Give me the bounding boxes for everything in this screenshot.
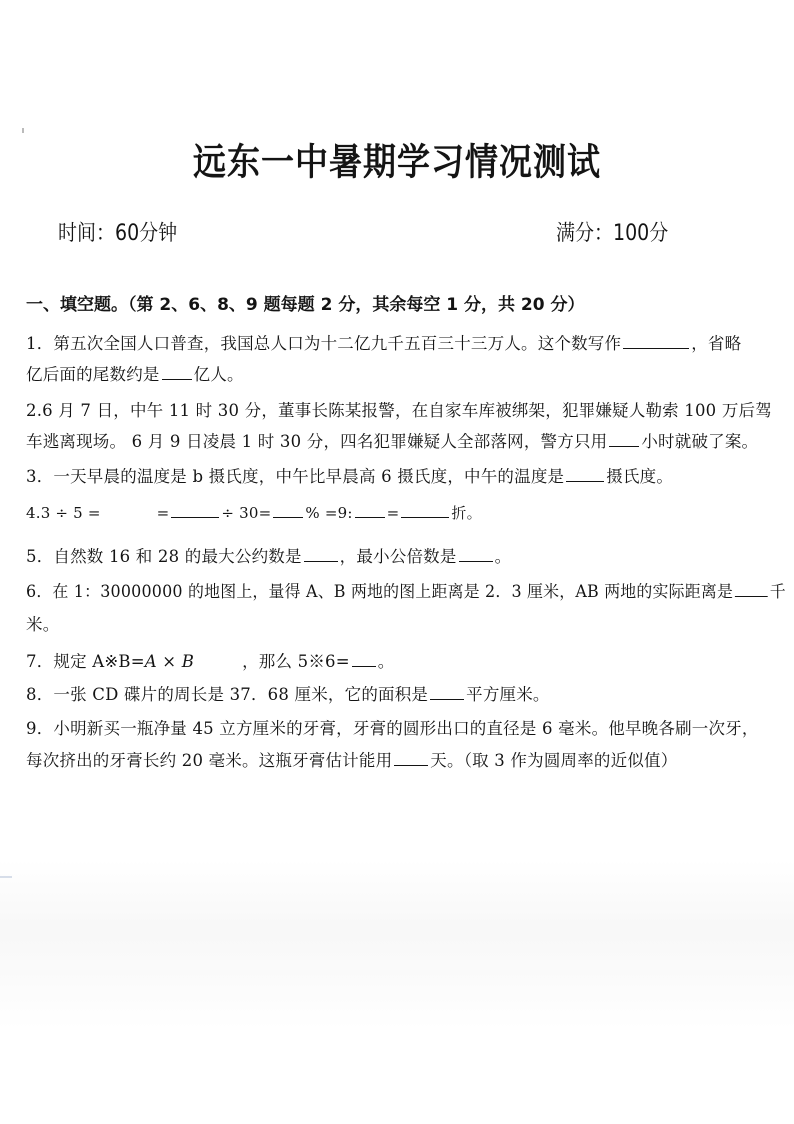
question-text: 5．自然数 16 和 28 的最大公约数是 — [26, 547, 302, 566]
scan-shading — [0, 860, 794, 1030]
question-text: ，最小公倍数是 — [339, 547, 457, 566]
question-text: 8．一张 CD 碟片的周长是 37．68 厘米，它的面积是 — [26, 685, 429, 704]
question-text: ，省略 — [691, 334, 742, 353]
question-1-line-2 — [26, 361, 244, 385]
answer-blank[interactable] — [623, 334, 689, 349]
question-6-line-2 — [26, 611, 59, 635]
page-title: 远东一中暑期学习情况测试 — [193, 139, 601, 184]
answer-blank[interactable] — [304, 547, 338, 562]
question-3 — [26, 463, 673, 487]
answer-blank[interactable] — [566, 467, 604, 482]
question-text: = — [386, 504, 400, 522]
question-text: 1．第五次全国人口普查，我国总人口为十二亿九千五百三十三万人。这个数写作 — [26, 334, 622, 353]
question-text: 3．一天早晨的温度是 b 摄氏度，中午比早晨高 6 摄氏度，中午的温度是 — [26, 467, 565, 486]
question-text: 亿后面的尾数约是 — [26, 365, 160, 384]
question-text: ÷ 30= — [221, 504, 272, 522]
question-1-line-1 — [26, 330, 741, 354]
question-text: = — [156, 504, 170, 522]
question-9-line-2 — [26, 747, 677, 771]
question-8 — [26, 681, 550, 705]
question-text: 7．规定 A※B= — [26, 652, 145, 671]
score-label: 满分：100分 — [556, 220, 669, 246]
answer-blank[interactable] — [735, 582, 768, 597]
question-text: 。 — [494, 547, 512, 566]
question-text: 9．小明新买一瓶净量 45 立方厘米的牙膏，牙膏的圆形出口的直径是 6 毫米。他早晚各刷一次牙， — [26, 719, 759, 738]
question-text: 车逃离现场。 6 月 9 日凌晨 1 时 30 分，四名犯罪嫌疑人全部落网，警方只用 — [26, 432, 608, 451]
question-9-line-1 — [26, 715, 759, 739]
question-text: 小时就破了案。 — [641, 432, 759, 451]
answer-blank[interactable] — [430, 685, 464, 700]
answer-blank[interactable] — [394, 751, 428, 766]
question-text: 6．在 1：30000000 的地图上，量得 A、B 两地的图上距离是 2．3 厘米，AB 两地的实际距离是 — [26, 582, 734, 601]
formula: A × B — [144, 652, 195, 671]
answer-blank[interactable] — [162, 365, 192, 380]
answer-blank[interactable] — [273, 503, 303, 518]
answer-blank[interactable] — [355, 503, 385, 518]
question-text: 摄氏度。 — [606, 467, 674, 486]
question-6-line-1 — [26, 578, 786, 602]
answer-blank[interactable] — [609, 432, 639, 447]
question-5 — [26, 543, 511, 567]
answer-blank[interactable] — [171, 503, 219, 518]
question-text: 平方厘米。 — [466, 685, 550, 704]
section-heading: 一、填空题。（第 2、6、8、9 题每题 2 分，其余每空 1 分，共 20 分） — [26, 295, 585, 315]
answer-blank[interactable] — [459, 547, 493, 562]
question-text: 千 — [769, 582, 786, 601]
question-7 — [26, 648, 394, 672]
answer-blank[interactable] — [401, 503, 449, 518]
time-label: 时间：60分钟 — [58, 220, 178, 246]
question-text: 亿人。 — [193, 365, 244, 384]
answer-blank[interactable] — [352, 652, 376, 667]
question-text: 每次挤出的牙膏长约 20 毫米。这瓶牙膏估计能用 — [26, 751, 393, 770]
question-2-line-2 — [26, 428, 758, 452]
question-text: 。 — [377, 652, 395, 671]
question-2-line-1 — [26, 397, 772, 421]
question-text: 天。（取 3 作为圆周率的近似值） — [430, 751, 678, 770]
question-text: % =9: — [305, 504, 353, 522]
question-4 — [26, 502, 482, 523]
question-text: 4.3 ÷ 5 = — [26, 504, 101, 522]
question-text: 2.6 月 7 日，中午 11 时 30 分，董事长陈某报警，在自家车库被绑架，犯罪嫌疑人勒索 100 万后驾 — [26, 401, 772, 420]
question-text: 折。 — [451, 504, 482, 522]
question-text: 米。 — [26, 615, 60, 634]
question-text: ，那么 5※6= — [242, 652, 350, 671]
